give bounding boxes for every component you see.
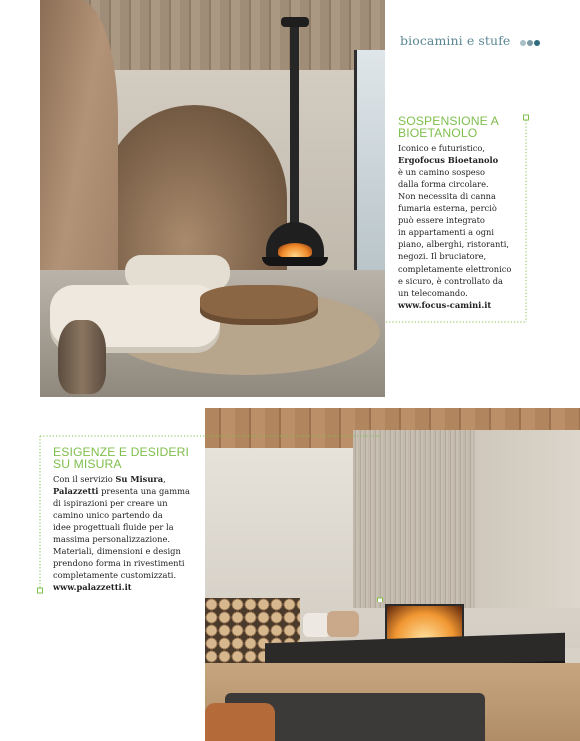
article-2-url[interactable]: www.palazzetti.it bbox=[53, 582, 132, 593]
article-1-line: è un camino sospeso bbox=[398, 166, 485, 177]
dot-mid bbox=[527, 40, 533, 46]
article-1-url[interactable]: www.focus-camini.it bbox=[398, 299, 492, 310]
article-1-line: e sicuro, è controllato da bbox=[398, 275, 503, 286]
dot-light bbox=[520, 40, 526, 46]
article-1-line: negozi. Il bruciatore, bbox=[398, 251, 487, 262]
ceiling-cap bbox=[281, 17, 309, 27]
text: , bbox=[163, 473, 166, 484]
section-title: biocamini e stufe bbox=[400, 33, 511, 48]
product-name: Ergofocus Bioetanolo bbox=[398, 154, 499, 165]
clay-vase bbox=[58, 320, 106, 394]
article-1-line: dalla forma circolare. bbox=[398, 178, 489, 189]
orange-pouf bbox=[205, 703, 275, 741]
article-1-line: può essere integrato bbox=[398, 215, 485, 226]
text: Con il servizio bbox=[53, 473, 116, 484]
article-2-line bbox=[53, 485, 203, 497]
article-1-title-line: BIOETANOLO bbox=[398, 125, 478, 140]
article-1-title-line: SOSPENSIONE A bbox=[398, 114, 499, 128]
dot-dark bbox=[534, 40, 540, 46]
article-1-line: fumaria esterna, perciò bbox=[398, 203, 497, 214]
article-1-line: piano, alberghi, ristoranti, bbox=[398, 239, 509, 250]
article-2-title-line: SU MISURA bbox=[53, 456, 122, 471]
article-2-line bbox=[53, 473, 203, 485]
flue-pipe bbox=[290, 22, 299, 227]
article-1-line: un telecomando. bbox=[398, 287, 468, 298]
window bbox=[354, 50, 385, 290]
chimney-side-panel bbox=[475, 430, 580, 608]
article-1-body bbox=[398, 142, 524, 311]
brand-name: Palazzetti bbox=[53, 485, 99, 496]
article-ergofocus bbox=[398, 116, 524, 311]
fireplace-bowl bbox=[262, 257, 328, 266]
article-1-line: Non necessita di canna bbox=[398, 190, 496, 201]
article-2-line: idee progettuali fluide per la bbox=[53, 521, 174, 532]
article-1-line: completamente elettronico bbox=[398, 263, 512, 274]
section-header bbox=[400, 33, 540, 49]
article-2-line: di ispirazioni per creare un bbox=[53, 497, 168, 508]
coffee-table bbox=[200, 285, 318, 319]
article-1-title bbox=[398, 116, 524, 140]
article-2-line: camino unico partendo da bbox=[53, 509, 163, 520]
article-2-line: completamente customizzati. bbox=[53, 570, 177, 581]
article-2-line: Materiali, dimensioni e design bbox=[53, 546, 181, 557]
article-1-line bbox=[398, 154, 524, 166]
text: presenta una gamma bbox=[98, 485, 190, 496]
service-name: Su Misura bbox=[115, 473, 164, 484]
article-1-line: Iconico e futuristico, bbox=[398, 142, 485, 153]
article-palazzetti bbox=[53, 447, 203, 594]
article-2-line: prendono forma in rivestimenti bbox=[53, 558, 185, 569]
pillow bbox=[327, 611, 359, 637]
article-2-title-line: ESIGENZE E DESIDERI bbox=[53, 445, 189, 459]
article-2-title bbox=[53, 447, 203, 471]
section-dots-icon bbox=[519, 34, 540, 49]
flame bbox=[278, 243, 312, 258]
article-2-body bbox=[53, 473, 203, 594]
suspended-fireplace-photo bbox=[40, 0, 385, 397]
article-2-line: massima personalizzazione. bbox=[53, 534, 171, 545]
article-1-line: in appartamenti a ogni bbox=[398, 227, 495, 238]
